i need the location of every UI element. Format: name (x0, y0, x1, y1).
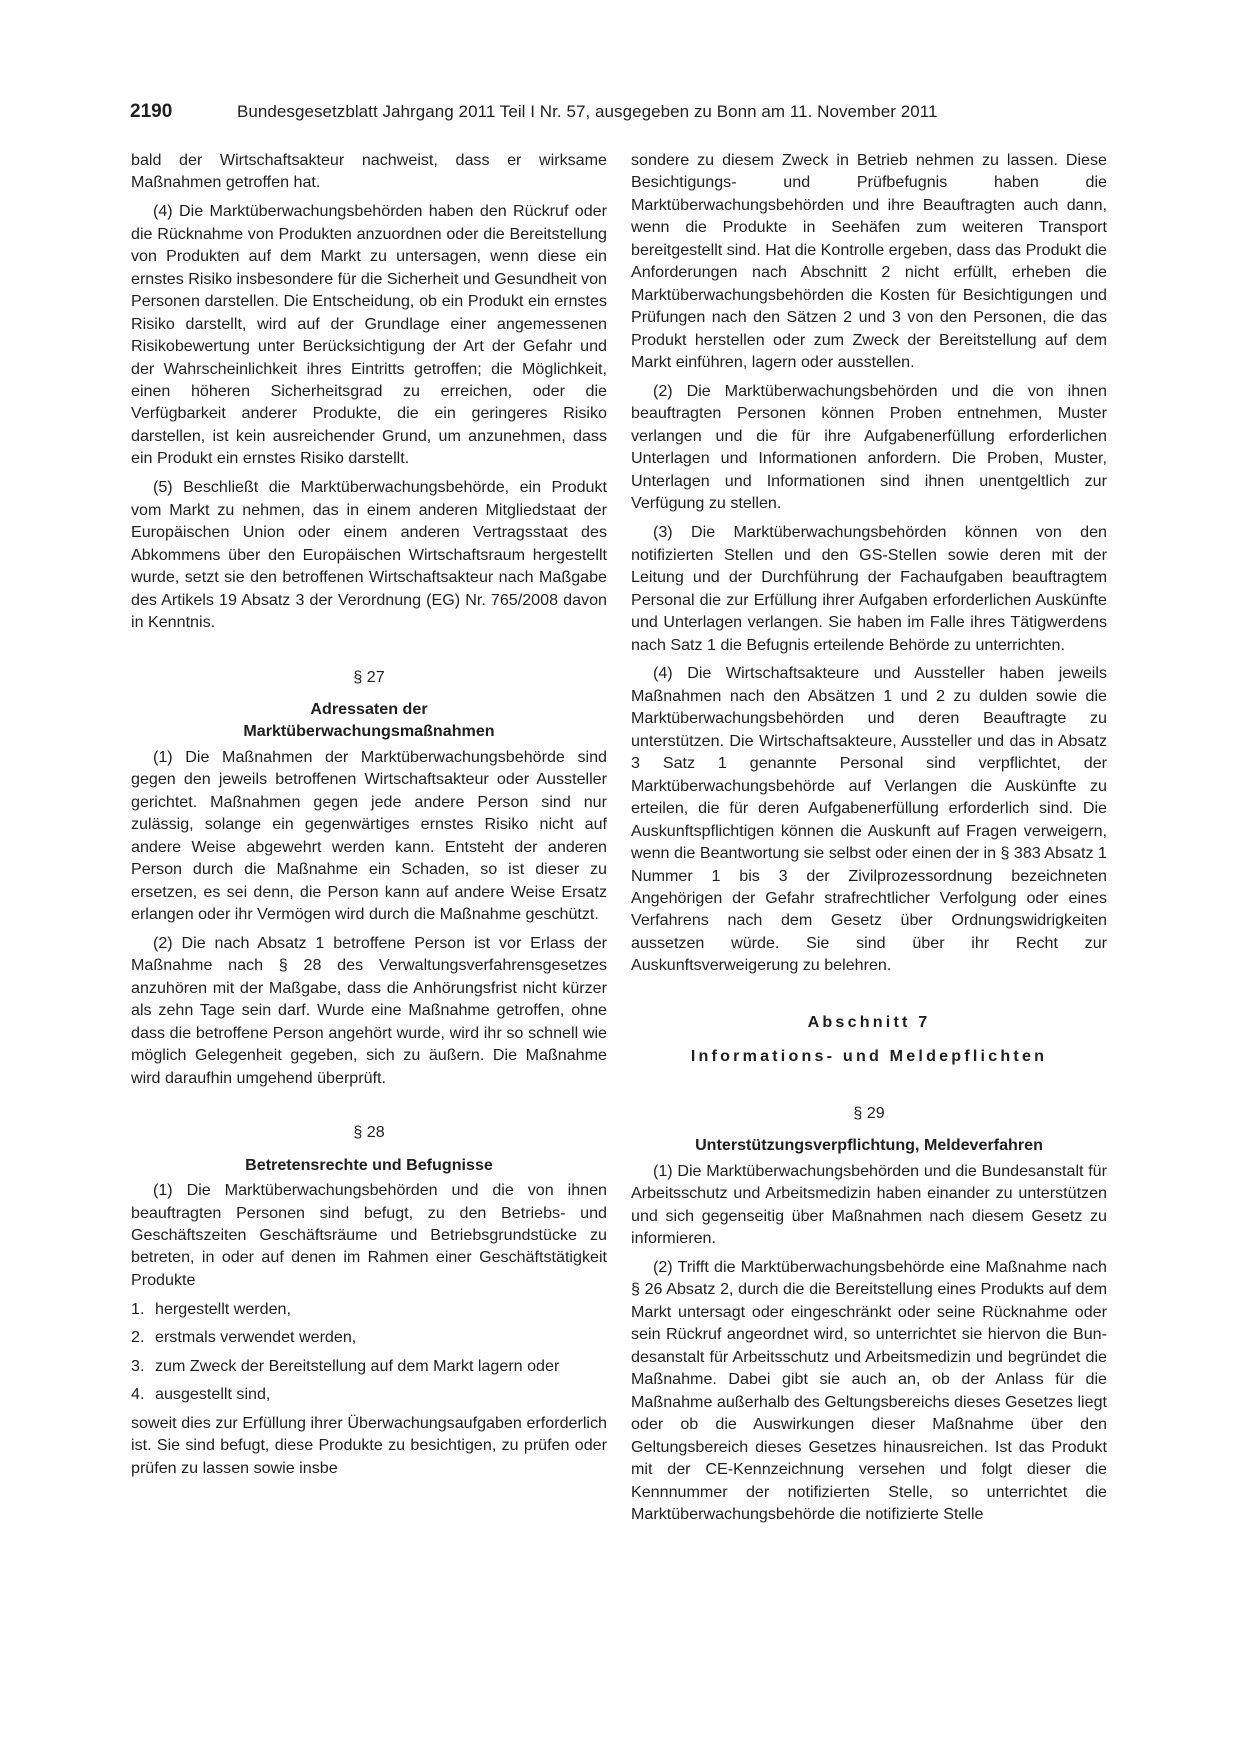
paragraph-27-2: (2) Die nach Absatz 1 betroffene Person ist vor Erlass der Maßnahme nach § 28 des Verwaltungsverfahrensgesetzes anzuhören mit der Maßgabe, dass die Anhörungsfrist nicht kürzer als zehn Tage sein darf. Wurde eine Maßnahme getroffen, ohne dass die betroffene Person angehört wurde, wird ihr so schnell wie möglich Gelegenheit gegeben, sich zu äußern. Die Maßnahme wird daraufhin umgehend überprüft. (131, 934, 607, 1087)
section-number-29: § 29 (853, 1103, 885, 1122)
paragraph-28-1-end: soweit dies zur Erfüllung ihrer Überwachungsaufgaben erforderlich ist. Sie sind befugt, diese Produkte zu besichtigen, zu prüfen oder prüfen zu lassen sowie insbe (131, 1413, 607, 1477)
paragraph-continued-right: sondere zu diesem Zweck in Betrieb nehmen zu lassen. Diese Besichtigungs- und Prüfbefugnis haben die Marktüberwachungsbehörden und ihre Beauftragten auch dann, wenn die Produkte in Seehäfen zum weiteren Transport bereitgestellt sind. Hat die Kontrolle ergeben, dass das Produkt die Anforderungen nach Abschnitt 2 nicht erfüllt, erheben die Marktüberwachungsbehörden die Kosten für Besichtigungen und Prüfungen nach den Sätzen 2 und 3 von den Personen, die das Produkt herstellen oder zum Zweck der Bereitstellung auf dem Markt einführen, lagern oder ausstellen. (631, 151, 1107, 372)
list-number: 3. (131, 1356, 145, 1375)
list-item (131, 1383, 607, 1405)
paragraph-continued: bald der Wirtschaftsakteur nachweist, dass er wirksame Maßnahmen getroffen hat. (131, 151, 607, 192)
list-item (131, 1355, 607, 1377)
paragraph-29-1: (1) Die Marktüberwachungsbehörden und die Bundesanstalt für Arbeitsschutz und Arbeitsmedizin haben einander zu unterstützen und sich gegenseitig über Maßnahmen nach diesem Gesetz zu informieren. (631, 1161, 1107, 1248)
paragraph-27-1: (1) Die Maßnahmen der Marktüberwachungsbehörde sind gegen den jeweils betroffenen Wirtschaftsakteur oder Aussteller gerichtet. Maßnahmen gegen jede andere Person sind nur zulässig, solange ein gegenwärtiges ernstes Risiko nicht auf andere Weise abgewehrt werden kann. Entsteht der anderen Person durch die Maßnahme ein Schaden, so ist dieser zu ersetzen, es sei denn, die Person kann auf andere Weise Ersatz erlangen oder ihr Vermögen wird durch die Maßnahme geschützt. (131, 747, 607, 924)
section-title-27-line1: Adressaten der (310, 699, 428, 718)
list-item (131, 1298, 607, 1320)
section-title-27-line2: Marktüberwachungsmaßnahmen (243, 722, 495, 741)
list-item (131, 1326, 607, 1348)
paragraph-28-1: (1) Die Marktüberwachungsbehörden und die von ihnen beauftragten Personen sind befugt, zu den Betriebs- und Geschäftszeiten Geschäftsräume und Betriebsgrundstücke zu betreten, in oder auf denen im Rahmen einer Geschäftstätigkeit Produkte (131, 1181, 607, 1289)
list-text: ausgestellt sind, (155, 1385, 271, 1404)
right-column (631, 149, 1107, 1532)
section-title-27 (131, 698, 607, 743)
section-title-29: Unterstützungsverpflichtung, Meldeverfahren (695, 1136, 1043, 1155)
section-number-28: § 28 (353, 1123, 385, 1142)
publication-title: Bundesgesetzblatt Jahrgang 2011 Teil I Nr. 57, ausgegeben zu Bonn am 11. November 2011 (237, 102, 938, 121)
page-number: 2190 (130, 101, 173, 122)
list-number: 1. (131, 1299, 145, 1318)
paragraph-29-2: (2) Trifft die Marktüberwachungsbehörde eine Maßnahme nach § 26 Absatz 2, durch die die Bereitstellung eines Produkts auf dem Markt untersagt oder eingeschränkt oder seine Rücknahme oder sein Rückruf angeordnet wird, so unterrichtet sie hiervon die Bundesanstalt für Arbeitsschutz und Arbeitsmedizin und begründet die Maßnahme. Dabei gibt sie auch an, ob der Anlass für die Maßnahme außerhalb des Geltungsbereichs dieses Gesetzes liegt oder ob die Auswirkungen dieser Maßnahme über den Geltungsbereich dieses Gesetzes hinausreichen. Ist das Produkt mit der CE-Kennzeichnung versehen und folgt dieser die Kennnummer der notifizierten Stelle, so unterrichtet die Marktüberwachungsbehörde die notifizierte Stelle (631, 1258, 1107, 1524)
list-text: erstmals verwendet werden, (155, 1328, 357, 1347)
section-number-27: § 27 (353, 667, 385, 686)
paragraph-26-4: (4) Die Marktüberwachungsbehörden haben den Rückruf oder die Rücknahme von Produkten anzuordnen oder die Bereitstellung von Produkten auf dem Markt zu untersagen, wenn diese ein ernstes Risiko insbesondere für die Sicherheit und Gesundheit von Personen darstellen. Die Entscheidung, ob ein Produkt ein ernstes Risiko darstellt, wird auf der Grundlage einer angemessenen Risikobewertung unter Berücksichtigung der Art der Gefahr und der Wahrscheinlichkeit ihres Eintritts getroffen; die Möglichkeit, einen höheren Sicherheitsgrad zu erreichen, oder die Verfügbarkeit anderer Produkte, die ein geringeres Risiko darstellen, ist kein ausreichender Grund, um anzunehmen, dass ein Produkt ein ernstes Risiko darstellt. (131, 202, 607, 468)
list-text: zum Zweck der Bereitstellung auf dem Markt lagern oder (155, 1356, 560, 1375)
chapter-title: Informations- und Meldepflichten (690, 1046, 1048, 1065)
chapter-heading: Abschnitt 7 (807, 1012, 931, 1031)
section-title-28: Betretensrechte und Befugnisse (245, 1155, 493, 1174)
list-number: 4. (131, 1385, 145, 1404)
paragraph-28-3: (3) Die Marktüberwachungsbehörden können von den notifizierten Stellen und den GS-Stellen sowie deren mit der Leitung und der Durchführung der Fachaufgaben beauftragtem Personal die zur Erfüllung ihrer Aufgaben erforderlichen Auskünfte und Unterlagen verlangen. Sie haben im Falle ihres Tätigwerdens nach Satz 1 die Befugnis erteilende Behörde zu unterrichten. (631, 523, 1107, 654)
list-text: hergestellt werden, (155, 1299, 291, 1318)
paragraph-28-2: (2) Die Marktüberwachungsbehörden und die von ihnen beauftragten Personen können Proben entnehmen, Muster verlangen und die für ihre Aufgabenerfüllung erforderlichen Unterlagen und Informationen anfordern. Die Proben, Muster, Unterlagen und Informationen sind ihnen unentgeltlich zur Verfügung zu stellen. (631, 382, 1107, 513)
paragraph-26-5: (5) Beschließt die Marktüberwachungsbehörde, ein Produkt vom Markt zu nehmen, das in einem anderen Mitgliedstaat der Europäischen Union oder einem anderen Vertragsstaat des Abkommens über den Europäischen Wirtschaftsraum hergestellt wurde, setzt sie den betroffenen Wirtschaftsakteur nach Maßgabe des Artikels 19 Absatz 3 der Verordnung (EG) Nr. 765/2008 davon in Kenntnis. (131, 478, 607, 632)
list-number: 2. (131, 1328, 145, 1347)
left-column (131, 149, 607, 1486)
running-header (130, 101, 1110, 127)
paragraph-28-4: (4) Die Wirtschaftsakteure und Aussteller haben jeweils Maßnahmen nach den Absätzen 1 und 2 zu dulden sowie die Marktüberwachungsbehörden und deren Beauftragte zu unterstützen. Die Wirtschaftsakteure, Aussteller und das in Absatz 3 Satz 1 genannte Personal sind verpflichtet, der Marktüberwachungsbehörde auf Verlangen die Auskünfte zu erteilen, die für deren Aufgabenerfüllung erforderlich sind. Die Auskunftspflichtigen können die Auskunft auf Fragen verweigern, wenn die Beantwortung sie selbst oder einen der in § 383 Absatz 1 Nummer 1 bis 3 der Zivilprozessordnung bezeichneten Angehörigen der Gefahr strafrechtlicher Verfolgung oder eines Verfahrens nach dem Gesetz über Ordnungswidrigkeiten aussetzen würde. Sie sind über ihr Recht zur Auskunftsverweigerung zu belehren. (631, 664, 1107, 975)
